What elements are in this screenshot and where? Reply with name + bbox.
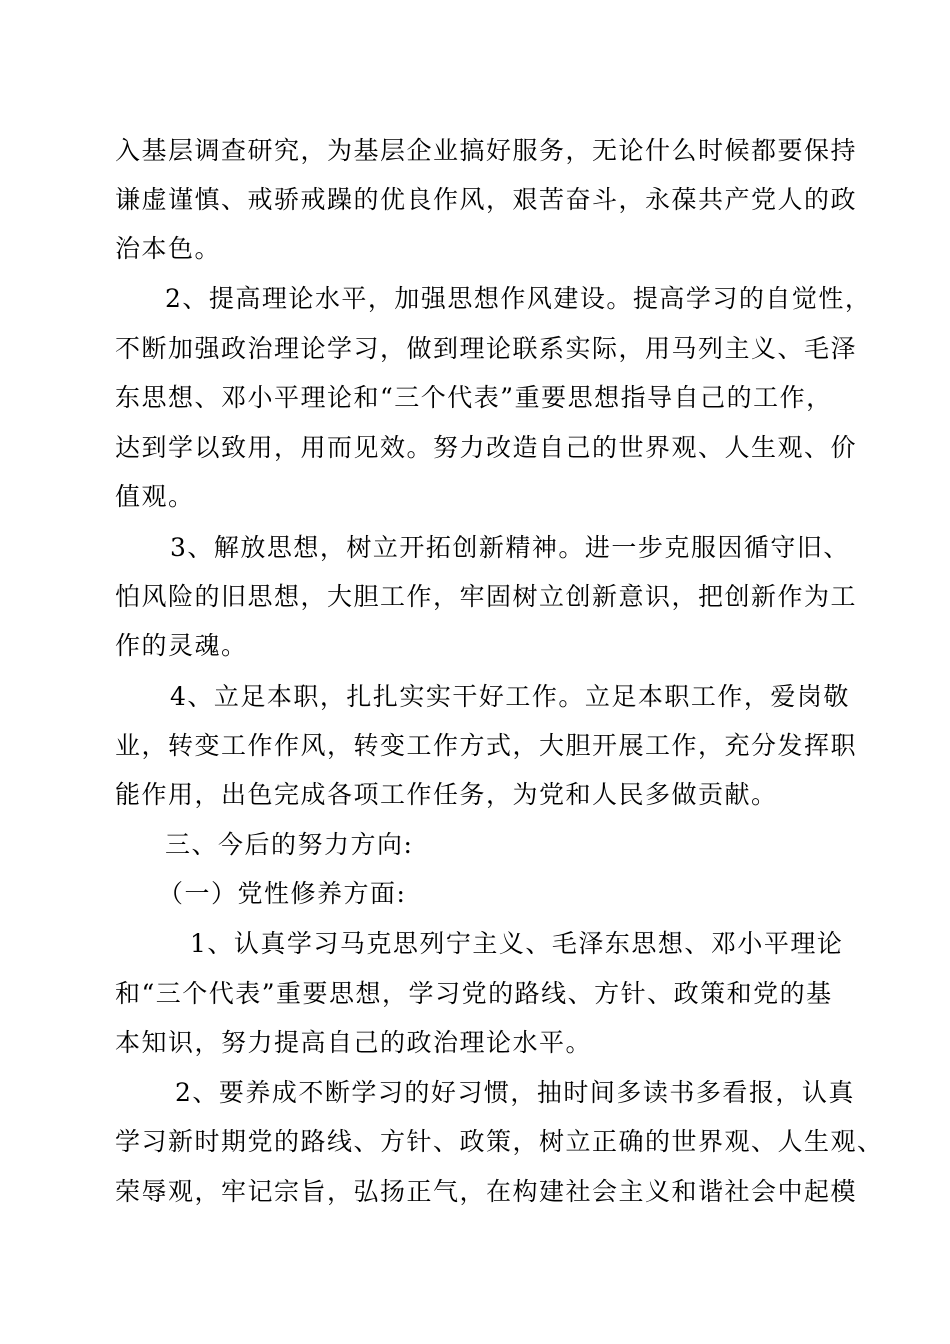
paragraph-line: 4、立足本职，扎扎实实干好工作。立足本职工作，爱岗敬 — [170, 682, 850, 711]
paragraph-line: 怕风险的旧思想，大胆工作，牢固树立创新意识，把创新作为工 — [115, 582, 858, 611]
paragraph-line: 入基层调查研究，为基层企业搞好服务，无论什么时候都要保持 — [115, 136, 858, 165]
paragraph-line: 和“三个代表”重要思想，学习党的路线、方针、政策和党的基 — [115, 979, 833, 1008]
subsection-heading: （一）党性修养方面: — [158, 879, 407, 908]
paragraph-line: 能作用，出色完成各项工作任务，为党和人民多做贡献。 — [115, 780, 778, 809]
paragraph-line: 1、认真学习马克思列宁主义、毛泽东思想、邓小平理论 — [190, 929, 844, 958]
paragraph-line: 本知识，努力提高自己的政治理论水平。 — [115, 1028, 593, 1057]
paragraph-line: 学习新时期党的路线、方针、政策，树立正确的世界观、人生观、 — [115, 1127, 884, 1156]
paragraph-line: 2、要养成不断学习的好习惯，抽时间多读书多看报，认真 — [175, 1078, 855, 1107]
paragraph-line: 荣辱观，牢记宗旨，弘扬正气，在构建社会主义和谐社会中起模 — [115, 1177, 858, 1206]
paragraph-line: 治本色。 — [115, 234, 222, 263]
paragraph-line: 业，转变工作作风，转变工作方式，大胆开展工作，充分发挥职 — [115, 731, 858, 760]
paragraph-line: 3、解放思想，树立开拓创新精神。进一步克服因循守旧、 — [170, 533, 850, 562]
paragraph-line: 值观。 — [115, 482, 195, 511]
paragraph-line: 2、提高理论水平，加强思想作风建设。提高学习的自觉性， — [165, 284, 872, 313]
paragraph-line: 达到学以致用，用而见效。努力改造自己的世界观、人生观、价 — [115, 433, 858, 462]
paragraph-line: 作的灵魂。 — [115, 631, 248, 660]
paragraph-line: 不断加强政治理论学习，做到理论联系实际，用马列主义、毛泽 — [115, 334, 858, 363]
paragraph-line: 谦虚谨慎、戒骄戒躁的优良作风，艰苦奋斗，永葆共产党人的政 — [115, 185, 858, 214]
section-heading: 三、今后的努力方向: — [165, 830, 414, 859]
paragraph-line: 东思想、邓小平理论和“三个代表”重要思想指导自己的工作， — [115, 383, 833, 412]
